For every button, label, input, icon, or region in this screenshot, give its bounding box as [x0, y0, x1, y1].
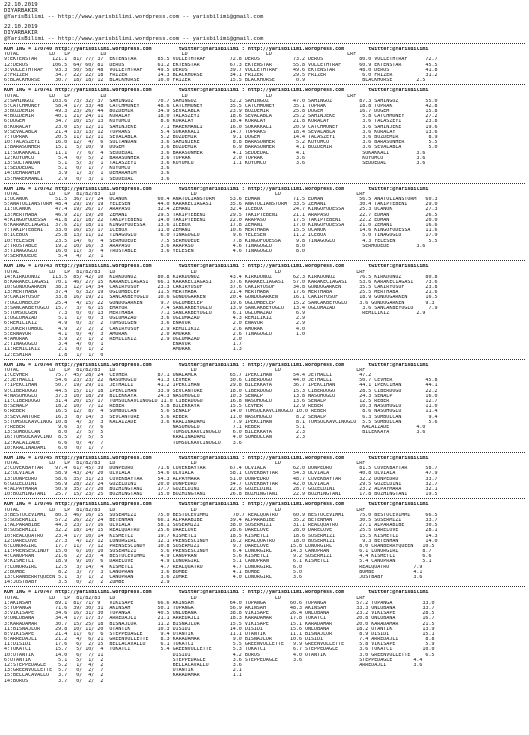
result-row: 12:KUYUMCU 5.4 0/ 5/ 2 BARASONHER 3.6 TOPRAK 2.0 TOPRAK 3.6 KUYUMCU 3.6 [4, 155, 426, 161]
result-row: 12:STEPPEDAGLE 5.2 1/ 4/ 2 BELLACAVALLO 3.6 ARREDAJLI 3.6 [4, 663, 423, 668]
race-title: KUM ING = 170747 http://yarisbilimi.wordpress.com twitter:@YarisBilimi : http://yarisbilimi.wordpress.com twitter:@YarisBilimi [4, 590, 429, 596]
result-row: 6:ARREDAJLI 21.2 4/ 6/ 21 GREENVOLLETTE 8.3 KARADAMAR 9.0 BISNAJLOR 10.6 DISIDI 7.4 ARREDAJLI 8.8 [4, 637, 435, 643]
result-row: 10:REALQUATRO 23.4 17/ 10/ 14 KISMETLI 19.7 KISMETLI 18.5 KISMETLI 18.6 SUSERMIZI 15.5 KISMETLI 14.3 [4, 533, 438, 539]
result-row: 1:UCANOK 51.5 36/ 17/ 24 UCANOK 60.4 ANATOLIANSTORM 53.6 EDMAN 71.5 EDMAN 56.5 ANATOLIANSTORM 60.3 [4, 197, 438, 203]
result-row: 14:BOROS 3.7 0/ 2/ 2 [4, 678, 104, 684]
result-row: 3:BOZDEMIR 49.3 23/ 26/ 44 BOZDEMIR 34.9 SEVALABLA 23.9 BOZDEMIR 25.8 DUGEM 16.7 DUGEM 15.8 [4, 109, 438, 115]
result-row: 10:OTANTIK 14.0 6/ 7/ 11 DISIDI 4.2 BOROS 4.0 OTANTIK 3.0 GREENVOLLETTE 6.5 [4, 652, 435, 658]
result-row: 9:SERHODEDE 5.4 4/ 2/ 1 [4, 254, 104, 260]
column-header: TOTAL LD LP 81/82/83 LD LD LD LRF [4, 269, 366, 275]
result-row: 15:HAREKMANLI 2.9 0/ 3/ 1 SEDDEDAL 3.6 [4, 176, 170, 182]
result-row: 4:CANOPRAN 21.6 2/ 23/ 4 BESTUCEVIMMI 4.9 CANOPRAN 5.6 KISMETLI 9.2 SUSERMIZI 4.4 KISMETLI 6.6 [4, 554, 432, 560]
result-row: 2:BOMBE 8.2 3/ 7/ 3 CANOPRAN 3.6 BOMBE 4.1 BOMBE 5.0 BOMBE 4.1 [4, 569, 423, 575]
race-title: KUM ING = 170742 http://yarisbilimi.wordpress.com twitter:@YarisBilimi : http://yarisbilimi.wordpress.com twitter:@YarisBilimi [4, 186, 429, 192]
result-row: 14:DEHARAHIM 3.9 1/ 3/ 1 DEHARAHIM 3.6 [4, 171, 170, 177]
result-row: 11:CIBERDOGU 31.4 20/ 15/ 17 TUMSULKAVCINOGLU 11.0 CIBERDOGU 16.8 NASUHOGLU 13.6 SENALP 12.5 REBER 12.7 [4, 399, 438, 404]
result-row: 11:SOKAKKALI 11.1 7/ 6/ 4 SEDDEDAL 3.6 BARASONHER 4.1 SEDDEDAL 4.1 SOKAKKALI 3.6 [4, 150, 426, 156]
result-row: 6:GUZELDINI 56.9 28/ 22/ 24 GUZELDINI 20.0 DONPEDRO 34.7 CUVEKBAYTAR 42.0 ULVIALA 29.5 GUZELDINI 32.7 [4, 481, 438, 487]
result-row: 3:BESTUCEVIMMI 80.3 46/ 16/ 15 SUSERMIZI 75.0 BESTUCEVIMMI 70.7 REALQUATRO 60.9 BESTUCEVIMMI 75.0 BESTUCEVIMMI 66.5 [4, 512, 438, 518]
result-row: 8:KARAKECIAGASI 70.1 46/ 27/ 15 KARAKECIAGASI 66.1 KARAKECIAGASI 37.6 KARAKECIAGASI 57.0 KARAKECIAGASI 53.6 KARAKECIAGASI 73.6 [4, 279, 438, 285]
result-row: 4:ALPAYMARA 50.9 35/ 27/ 20 BOZHINGTANI 17.7 GUZELDINI 22.6 GUZELDINI 28.7 GUZELDINI 23.2 ALPAYMARA 32.1 [4, 487, 438, 492]
race-title: KUM ING = 170746 http://yarisbilimi.wordpress.com twitter:@YarisBilimi : http://yarisbilimi.wordpress.com twitter:@YarisBilimi [4, 502, 429, 508]
column-header: TOTAL LD LP LD LD LD LRF [4, 52, 357, 58]
result-row: 3:SEVCANTURE 16.3 8/ 14/ 3 SEVCANTURE 5.6 REBER 11.0 NASUHOGLU 8.2 SENALP 6.3 SUMBULCAN 9.4 [4, 414, 438, 420]
race-title: KUM ING = 170740 http://yarisbilimi.wordpress.com twitter:@YarisBilimi : http://yarisbilimi.wordpress.com twitter:@YarisBilimi [4, 47, 429, 52]
column-header: TOTAL LD LP 81/82/83 LD LD LD LRF [4, 191, 366, 197]
race-title: KUM ING = 170745 http://yarisbilimi.wordpress.com twitter:@YarisBilimi : http://yarisbilimi.wordpress.com twitter:@YarisBilimi [4, 455, 429, 461]
result-row: 3:VIKISAPE 34.6 16/ 31/ 30 TOPANGA 40.5 ONLUBANA 38.8 VIKISAPE 26.4 ONLUBANA 23.2 VIKISAPE 28.5 [4, 611, 435, 617]
result-row: 10:KRALINADAMI 6.0 0/ 1/ 7 [4, 445, 104, 451]
result-row: 5:TUMSULKAVCINOG 10.8 4/ 3/ 3 KALAIZADE 3.6 KRALINADAMI 7.9 IPEKCIHAN 8.1 TUMSULKAVCINOGLU 5.5 SUMBULCAN 5.6 [4, 419, 438, 425]
document-header [4, 2, 525, 42]
result-row: 9:CIBERDOGU 44.5 15/ 11/ 18 IPEKCIHAN 33.9 SEVCANTURE 18.0 CIBERDOGU 15.3 CIBERDOGU 28.5 CIBERDOGU 22.2 [4, 388, 438, 394]
header-contact: @YarisBilimi -- http://www.yarisbilimi.wordpress.com -- yarisbilimi@gmail.com [4, 36, 264, 42]
result-row: 5:TUMSULGEN 7.3 0/ 0/ 13 MERTHABA 7.1 SANCAKBEYOGLU 6.1 OGLUMAZAD 6.9 REMILIKIZ 2.9 [4, 311, 426, 316]
race-blocks [4, 43, 525, 684]
result-row: 8:KORALAY 23.0 15/ 12/ 11 SAHINJEKE 7.1 HAREKMANLI 16.0 SOKAKKALI 20.9 CATCHMONEY 3.6 SAHINJEKE 19.6 [4, 124, 438, 130]
result-row: 13:GREENVOLLETTE 5.7 0/ 2/ 7 OTANTIK 2.1 [4, 668, 242, 674]
result-row: 1:ALPARABIBE 44.3 23/ 17/ 16 ULVIALA 58.1 SUSERMIZI 38.0 SUSERMIZI 31.1 REALQUATRO 27.1 ALPARABIBE 30.5 [4, 523, 438, 529]
column-header: TOTAL LD LP 81/82/83 LD LD LD LRF [4, 595, 366, 601]
result-row: 11:DISIDI 17.6 6/ 2/ 15 BELLACAVALLO 6.1 TOKATCI 5.5 GREENVOLLETTE 9.9 GREENVOLLETTE 5.8 VIKISAPE 5.9 [4, 642, 435, 648]
race-title: KUM ING = 170743 http://yarisbilimi.wordpress.com twitter:@YarisBilimi : http://yarisbilimi.wordpress.com twitter:@YarisBilimi [4, 264, 429, 270]
result-row: 13:SUMBULCAN 8.0 2/ 5/ 5 TUMSULKAVCINOGLU 6.0 BILEKKAYA 2.3 BILEKKAYA 3.6 [4, 430, 426, 436]
result-row: 12:ESMIRA 1.8 1/ 1/ 0 [4, 352, 104, 358]
result-row: 1:AKINSAH 89.1 81/ 71/ 9 VIKISAPE 66.6 AKINSAH 64.0 TOPANGA 60.6 TOPANGA 57.2 TOPANGA 33.0 [4, 600, 435, 606]
result-row: 5:ERNAVUR 4.1 0/ 4/ 3 AMORAK 2.0 AMORAK 2.6 TINAGOGLU 1.0 [4, 331, 306, 337]
result-row: 7:REBER 9.6 3/ 7/ 6 NASUHOGLU 7.1 REBER 5.1 KALAIZADE 4.0 [4, 424, 426, 430]
result-row: 13:CRANBERRYQUEEN 5.1 3/ 1/ 2 CANOPRAN 3.6 ZUMRE 4.0 LUNORGIRL 3.6 JUSTBABY 3.6 [4, 575, 423, 580]
race-block [4, 84, 525, 181]
result-row: 9:EKTENSTAR 121.1 81/ 77/ 37 EKTENSTAR 85.5 VOLLETHTRAF 72.8 DEROS 73.2 DEROS 80.0 VOLLETHTRAF 72.7 [4, 57, 438, 63]
result-row: 1:CEVHER 75.7 45/ 28/ 24 CEVHER 87.1 UNALAMCA 65.7 IPEKCIHAN 54.4 JETHALLI 47.2 [4, 373, 372, 379]
race-block [4, 183, 525, 260]
result-row: 1:SEDDEDAL 5.1 0/ 1/ 7 KUYUMCU 3.6 [4, 166, 170, 172]
result-row: 12:DARELOVE 27.3 4/ 12/ 12 LUNORGIRL 12.1 PRENSESCINDY 16.2 REALQUATRO 18.0 BUSERMIZI 9.3 BETENHAN 14.0 [4, 538, 438, 544]
result-row: 11:BISNAJLOR 29.8 10/ 11/ 20 OTANTIK 10.3 DISIDI 14.0 DISIDI 15.6 ONLUBANA 18.2 OTANTIK 13.9 [4, 626, 435, 632]
result-row: 12:DEROS 106.5 64/ 60/ 81 DEROS 61.2 EKTENSTAR 67.3 EKTENSTAR 55.8 VOLLETHTRAF 60.9 EKTENSTAR 45.5 [4, 62, 438, 68]
result-row: 7:TOPRAK 20.5 11/ 12/ 11 SEVALABLA 5.2 BOZDEMIR 9.1 DUGEM 14.4 TALASZEYI 3.6 BOZDEMIR 8.9 [4, 135, 438, 140]
result-row: 8:SUSERMIZI 32.2 18/ 14/ 15 REALQUATRO 25.6 DARELOVE 28.6 DARELOVE 28.0 DARELOVE 25.5 DARELOVE 28.1 [4, 528, 438, 534]
race-block [4, 498, 525, 585]
result-row: 2:FRIZER 34.7 22/ 22/ 18 FRIZER 14.3 BLACKHORSE 34.1 FRIZER 29.5 FRIZER 6.0 FRIZER 31.2 [4, 72, 438, 78]
result-row: 2:CUVEKBAYTAR 97.4 61/ 45/ 39 DONPEDRO 71.6 CUVEKBAYTAR 67.4 ULVIALA 62.0 DONPEDRO 81.5 CUVEKBAYTAR 58.7 [4, 466, 438, 472]
column-header: TOTAL LD LP LD LD LD LRF [4, 93, 357, 99]
result-row: 6:DUGEM 34.7 10/ 15/ 13 KUYUMCU 8.6 KORALAY 18.4 KORALAY 21.8 KORALAY 3.6 TALASZEYI 23.8 [4, 119, 438, 125]
result-row: 6:OTANTIK 5.1 5/ 1/ 2 STEPPEDAGLE 3.6 STEPPEDAGLE 3.6 STEPPEDAGLE 4.4 [4, 657, 423, 663]
result-row: 13:DONPEDRO 58.6 35/ 31/ 23 CUVEKBAYTAR 54.3 ALPAYMARA 51.0 DONPEDRO 48.7 CUVEKBAYTAR 32.2 DONPEDRO 33.7 [4, 476, 438, 482]
result-row: 2:SAHINGOZ 103.6 73/ 32/ 37 SAHINGOZ 70.7 SAHINGOZ 52.2 SAHINGOZ 47.0 SAHINGOZ 87.3 SAHINGOZ 55.0 [4, 98, 438, 104]
result-row: 8:ICEBOX 25.8 13/ 11/ 12 TINAGOGLU 6.0 TINAGOGLU 9.6 YELESEN 11.2 ICEBOX 5.0 TINAGOGLU 17.9 [4, 233, 438, 239]
race-title: KUM ING = 170741 http://yarisbilimi.wordpress.com twitter:@YarisBilimi : http://yarisbilimi.wordpress.com twitter:@YarisBilimi [4, 88, 429, 94]
column-header: TOTAL LD LP 81/82/83 LD LD LD LRF [4, 507, 366, 513]
result-row: 11:PRENSESCINDY 15.0 6/ 10/ 10 SUSERMIZI 5.6 PRENSESCINDY 6.4 LUNORGIRL 14.3 CANOPRAN 6.1 LUNORGIRL 8.7 [4, 549, 432, 555]
header-contact: @YarisBilimi -- http://www.yarisbilimi.wordpress.com -- yarisbilimi@gmail.com [4, 14, 264, 20]
header-city: DIYARBAKIR [4, 30, 38, 36]
result-row: 6:BLACKHORSE 30.7 18/ 18/ 12 BLACKHORSE 10.0 FRIZER 15.5 BLACKHORSE 0.9 BLACKHORSE 2.5 [4, 78, 426, 84]
result-row: 6:REBER 16.5 12/ 8/ 4 SUMBULCAN 5.6 SENALP 14.0 TUMSULKAVCINOGLU 10.0 REBER 8.6 NASUHOGLU 11.4 [4, 409, 438, 415]
header-date: 22.10.2019 [4, 2, 38, 8]
header-date: 22.10.2019 [4, 24, 38, 30]
result-row: 5:SUSERMIZI 57.2 26/ 22/ 24 BETENHAN 66.1 ALPARABIBE 39.4 ALPARABIBE 35.2 BETENHAN 30.5 SUSERMIZI 33.7 [4, 517, 438, 523]
result-row: 4:NASUHOGLU 37.3 10/ 18/ 29 BILEKKAYA 24.3 NASUHOGLU 10.3 SENALP 13.8 NASUHOGLU 24.3 SENALP 16.0 [4, 393, 438, 399]
result-row: 7:TAKIPTEBENI 33.0 16/ 15/ 17 ICEBOX 11.0 ZEMANI 10.6 MERTHABA 15.5 UCANOK 14.6 KINGOFODESSA 11.6 [4, 228, 438, 234]
result-row: 9:SEVALABLA 21.4 13/ 13/ 12 TOPRAKS 5.4 SOKAKKALI 14.7 TOPRAKS 18.4 SEVALABLA 3.6 KORALAY 13.6 [4, 129, 438, 135]
result-row: 11:REMILIKIZ 2.1 0/ 1/ 2 AMORAK 1.3 [4, 347, 242, 353]
result-row: 13:SULTANDAN 5.1 5/ 3/ 1 TALASZEYI 3.6 KUYUMCU 1.1 KUYUMCU 3.6 SEDDEDAL 3.6 [4, 160, 426, 166]
race-block [4, 359, 525, 451]
result-row: 12:KALAIZADE 6.6 0/ 4/ 7 TUMSULKAVCINOGLU 3.6 [4, 440, 242, 446]
result-row: 14:KIRKDONUZ 113.5 85/ 42/ 10 KIRKDONUZ 80.8 KIRKDONUZ 43.4 KIRKDONUZ 62.3 KIRKDONUZ 76.5 KIRKDONUZ 80.8 [4, 274, 438, 280]
result-row: 10:TALASZEYI 16.0 12/ 4/ 6 SULTANDAN 3.6 SAHINJEKE 8.8 BARASONHER 5.2 KUYUMCU 3.6 BARASONHER 5.5 [4, 140, 438, 146]
result-row: 10:YELESEN 23.5 14/ 6/ 4 SERHODEDE 7.5 SERHODEDE 7.8 KINGOFODESSA 9.8 TINAGOGLU 4.3 YELESEN 5.5 [4, 238, 438, 244]
result-row: 10:BOZHINGTANI 25.7 15/ 23/ 25 BOZHINGTANI 15.0 BOZHINGTANI 26.8 BOZHINGTANI 22.9 BOZHINGTANI 17.8 BOZHINGTANI 19.5 [4, 492, 438, 498]
result-row: 12:ULVIALA 58.9 43/ 24/ 20 ULVIALA 54.6 ULVIALA 58.1 CUVEKBAYTAR 54.3 ULVIALA 40.8 ULVIALA 47.9 [4, 471, 438, 477]
race-block [4, 452, 525, 498]
result-row: 1:OGLUMAZAD 5.1 1/ 0/ 3 OGLUMAZAD 3.6 OGLUMAZAD 4.3 REMILIKIZ 2.9 [4, 316, 306, 322]
result-row: 5:TOPANGA 71.6 39/ 30/ 31 AKINSAH 50.1 TOPANGA 56.9 AKINSAH 48.3 AKINSAH 33.3 ONLUBANA 33.7 [4, 605, 435, 611]
result-row: 16:TUMSULKAVCINO 8.5 2/ 5/ 5 KRALINADAMI 4.0 SUMBULCAN 2.3 [4, 435, 306, 441]
result-row: 5:ANATOLIANSTORM 48.4 29/ 19/ 19 YELESEN 44.0 KARAKECIAGASI 35.6 ANATOLIANSTORM 33.5 ZEMANI 30.4 TAKIPTEBENI 29.0 [4, 202, 438, 208]
result-row: 8:VIKISAPE 21.4 11/ 6/ 6 STEPPEDAGLE 9.4 OTANTIK 11.1 OTANTIK 11.1 BISNAJLOR 8.9 DISIDI 15.1 [4, 631, 435, 637]
result-row: 9:ONLUBANA 34.4 17/ 17/ 37 ARREDAJLI 21.1 ARREDAJLI 18.3 KARADAMAR 17.8 TOKATCI 20.8 ONLUBANA 16.7 [4, 616, 435, 622]
result-row: 11:UCANOK 47.4 19/ 26/ 17 ARAPASO 32.4 ZEMANI 32.4 ICEBOX 24.7 KINGOFODESSA 25.3 UCANOK 27.3 [4, 207, 438, 213]
result-row: 9:CAKIRYOSUF 33.8 16/ 19/ 21 SANCAKBEYOGLU 10.6 GUNDOGARKEN 20.4 GUNDOGARKEN 16.1 CAKIRYOSUF 18.9 GUNDOGARKEN 16.5 [4, 295, 438, 301]
result-row: 2:TINAGOGLU 3.4 4/ 0/ 1 ENAVUR 1.7 [4, 342, 242, 348]
column-header: TOTAL LD LP 81/82/83 LD LD LD LRF [4, 367, 366, 373]
result-row: 7:IPEKCIHAN 50.7 19/ 29/ 11 JETHALLI 41.2 IPEKCIHAN 29.8 BILEKKAYA 36.7 IPEKCIHAN 44.1 IPEKCIHAN 44.1 [4, 383, 438, 389]
result-row: 7:OGLUMBECEP 25.4 4/ 15/ 22 GUNDOGARKEN 9.7 OGLUMBECEP 19.6 OGLUMBECEP 15.2 SANCAKBEYOGLU 3.6 GUNDOGARKEN 9.3 [4, 300, 435, 306]
result-row: 6:LUNORGIRL 17.7 11/ 7/ 12 PRENSESCINDY 10.8 SUSERMIZI 9.7 DARELOVE 15.8 LUNORGIRL 8.0 CRANBERRYQUEEN 10.5 [4, 543, 435, 549]
result-row: 13:MERTHABA 46.9 21/ 19/ 20 ZEMANI 29.5 TAKIPTEBENI 29.5 TAKIPTEBENI 21.1 ARAPASO 22.7 EDMAN 26.5 [4, 212, 438, 218]
result-row: 3:SANCAKBEYOGLU 15.7 3/ 6/ 15 EMAYUR 7.4 SANCAKBEYOGLU 13.9 SANCAKBEYOGLU 13.4 OGLUMAZAD 3.6 SANCAKBEYOGLU 7.9 [4, 305, 438, 311]
column-header: TOTAL LD LP 81/82/83 LD LD LD LRF [4, 461, 366, 467]
result-row: 2:JETHALLI 54.6 23/ 23/ 22 NASUHOGLU 41.3 CEVHER 30.6 CIBERDOGU 44.0 JETHALLI 50.7 CEVHER 45.8 [4, 378, 438, 384]
result-row: 9:KISMETLI 18.9 9/ 10/ 6 DARELOVE 4.9 LUNORGIRL 5.1 CANOPRAN 6.1 KISMETLI 5.4 CANOPRAN 5.1 [4, 559, 432, 565]
result-row: 7:LUNORGIRL 12.5 3/ 14/ 4 KISMETLI 4.7 REALQUATRO 4.7 LUNORGIRL 6.0 REALQUATRO 7.9 [4, 564, 423, 570]
result-row: 3:VOLLETHTRAF 93.3 50/ 58/ 48 VOLLETHTRAF 49.5 DEROS 39.7 VOLLETHTRAF 49.6 EKTENSTAR 48.0 DEROS 41.8 [4, 67, 438, 73]
result-row: 4:KINGOFODESSA 41.8 21/ 18/ 22 TAKIPTEBENI 14.0 TAKIPTEBENI 22.0 ARAPASO 17.5 TAKIPTEBENI 22.2 EDMAN 20.0 [4, 217, 438, 223]
result-row: 15:BELLACAVALLO 3.7 0/ 4/ 2 KARADAMAR 1.1 [4, 673, 242, 679]
header-city: DIYARBAKIR [4, 8, 38, 14]
result-row: 2:TRUSTABLE 19.2 10/ 16/ 3 ARAPASO 3.6 ARAPASO 4.6 TINAGOGLU 8.0 SERHODEDE 3.6 [4, 243, 426, 249]
result-row: 5:CATCHMONEY 58.4 17/ 33/ 48 CATCHMONEY 48.6 CATCHMONEY 35.5 CATCHMONEY 35.1 TOPRAK 18.8 TOPRAK 42.8 [4, 103, 438, 109]
result-row: 4:AMORAK 3.9 2/ 1/ 2 REMILIKIZ 2.9 OGLUMAZAD 2.0 [4, 336, 242, 342]
result-row: 13:MERTHABA 37.4 6/ 32/ 19 OGLUMBECEP 11.5 MERTHABA 21.4 MERTHABA 17.6 MERTHABA 25.5 MERTHABA 21.6 [4, 290, 438, 296]
race-title: KUM ING = 170744 http://yarisbilimi.wordpress.com twitter:@YarisBilimi : http://yarisbilimi.wordpress.com twitter:@YarisBilimi [4, 362, 429, 368]
result-row: 10:GUNDOGARKEN 38.3 12/ 14/ 34 CAKIRYOSUF 23.3 CAKIRYOSUF 37.6 CAKIRYOSUF 34.8 GUNDOGARKEN 35.5 CAKIRYOSUF 23.8 [4, 285, 438, 291]
result-row: 8:SENALP 18.2 10/ 7/ 12 REBER 5.8 BILEKKAYA 15.5 CEVHER 12.9 REBER 10.3 NASUHOGLU 11.0 [4, 404, 438, 410]
result-row: 14:JUSTBABY 3.5 0/ 2/ 2 ZUMBE 2.9 [4, 580, 170, 586]
result-row: 4:BOZDEMIR 40.1 21/ 24/ 11 KORALAY 18.0 TALASZEYI 18.6 SEVALABLA 25.2 SAHINJEKE 5.8 CATCHMONEY 27.2 [4, 114, 438, 120]
race-block [4, 260, 525, 357]
result-row: 3:KARADAMAR 30.7 15/ 25/ 18 BISNAJLOR 11.2 BISNAJLOR 15.5 VIKISAPE 15.1 KARADAMAR 20.0 KARADAMAR 21.5 [4, 621, 435, 627]
race-block [4, 43, 525, 83]
result-row: 3:TINAGOGLU 16.0 11/ 3/ 4 TRUSTABLE 3.6 YELESEN 4.6 TINAGOGLU 8.0 [4, 248, 306, 254]
race-block [4, 586, 525, 683]
result-row: 6:KARAKECIAGASI 37.6 21/ 18/ 11 KINGOFODESSA 13.6 ICEBOX 17.8 ZEMANI 17.0 KINGOFODESSA 21.0 ZEMANI 16.6 [4, 223, 438, 228]
result-row: 3:JOKERTUMBUL 4.9 2/ 2/ 2 CAKIRYOSUF 2.9 REMILIKIZ 2.6 AMORAK 4.0 [4, 326, 306, 332]
result-row: 1:BARASONHER 15.1 5/ 10/ 9 DUGEM 3.6 BOZDEMIR 6.9 BARASONHER 4.1 BOZDEMIR 3.6 SEVALABLA 5.0 [4, 145, 438, 151]
result-row: 6:REMILIKIZ 4.9 0/ 3/ 2 TUMSULGEN 3.6 ENAVUR 2.0 ENAVUR 2.9 [4, 321, 306, 327]
result-row: 4:TOKATCI 15.7 5/ 10/ 4 TOKATCI 5.4 GREENVOLLETTE 5.3 TOKATCI 6.7 STEPPEDAGLE 3.6 TOKATCI 10.0 [4, 647, 435, 653]
